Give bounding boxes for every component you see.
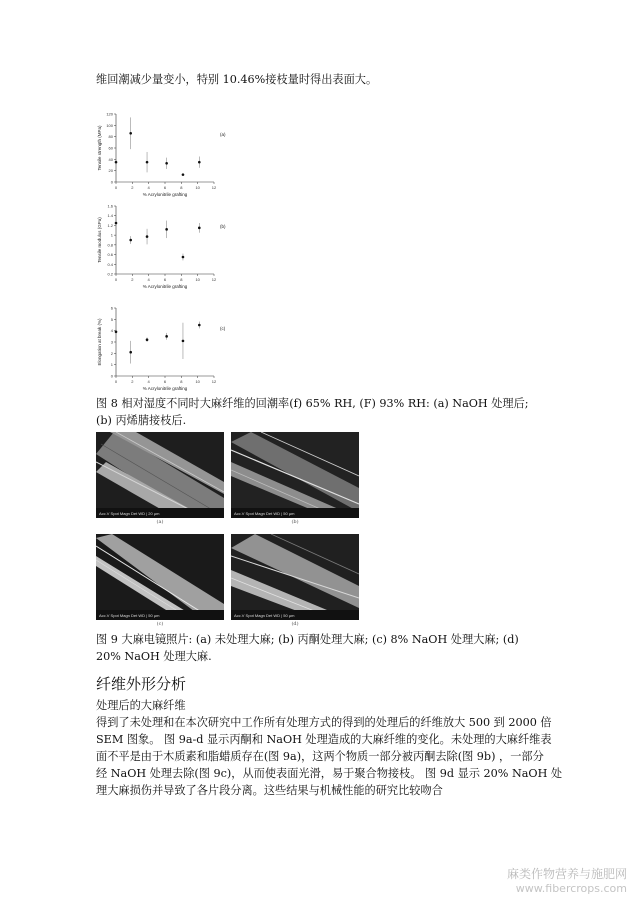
figure-9-caption-cont: 20% NaOH 处理大麻. xyxy=(96,650,212,663)
x-tick-label: 0 xyxy=(114,277,118,282)
sem-info-text: Acc.V Spot Magn Det WD | 50 µm xyxy=(234,511,295,516)
y-axis-label: Tensile modulus (GPa) xyxy=(97,217,102,263)
data-point xyxy=(198,324,201,327)
y-tick-label: 0 xyxy=(110,179,113,185)
tensile-modulus-chart xyxy=(96,200,256,300)
paragraph-line: 得到了未处理和在本次研究中工作所有处理方式的得到的处理后的纤维放大 500 到 2000 倍 xyxy=(96,716,552,729)
y-tick-label: 5 xyxy=(110,316,113,322)
y-tick-label: 40 xyxy=(108,156,113,162)
paragraph-line: 理大麻损伤并导致了各片段分离。这些结果与机械性能的研究比较吻合 xyxy=(96,784,443,797)
y-tick-label: 1 xyxy=(110,232,113,238)
tensile-strength-chart xyxy=(96,108,256,208)
y-tick-label: 0.2 xyxy=(107,271,113,277)
x-tick-label: 2 xyxy=(131,277,134,282)
y-tick-label: 80 xyxy=(108,134,113,140)
x-tick-label: 2 xyxy=(131,185,134,190)
x-tick-label: 8 xyxy=(180,379,183,384)
sem-image-c xyxy=(96,534,224,620)
data-point xyxy=(165,228,168,231)
y-tick-label: 1.6 xyxy=(107,203,113,209)
data-point xyxy=(165,335,168,338)
x-tick-label: 6 xyxy=(163,277,167,282)
x-tick-label: 6 xyxy=(163,379,167,384)
panel-label: (b) xyxy=(220,224,226,229)
data-point xyxy=(129,351,132,354)
x-axis-label: % Acrylonitrile grafting xyxy=(142,386,188,391)
sem-image-a xyxy=(96,432,224,518)
x-tick-label: 8 xyxy=(180,277,183,282)
x-tick-label: 6 xyxy=(163,185,167,190)
paragraph-line: 面不平是由于木质素和脂蜡质存在(图 9a)，这两个物质一部分被丙酮去除(图 9b) ，一部分 xyxy=(96,750,544,763)
y-tick-label: 0 xyxy=(110,373,113,379)
panel-label: (a) xyxy=(220,132,226,137)
y-axis-label: Elongation at break (%) xyxy=(97,318,102,366)
x-axis-label: % Acrylonitrile grafting xyxy=(142,192,188,197)
y-tick-label: 0.8 xyxy=(107,242,113,248)
y-tick-label: 1.2 xyxy=(107,222,113,228)
figure-8-caption-cont: (b) 丙烯腈接枝后. xyxy=(96,414,187,427)
x-tick-label: 12 xyxy=(211,185,217,190)
y-tick-label: 0.4 xyxy=(107,261,113,267)
data-point xyxy=(115,222,118,225)
y-tick-label: 4 xyxy=(110,328,113,334)
y-tick-label: 1 xyxy=(110,362,113,368)
sem-label-c: (c) xyxy=(156,621,164,627)
data-point xyxy=(115,331,118,334)
y-tick-label: 2 xyxy=(110,350,113,356)
y-tick-label: 60 xyxy=(108,145,113,151)
sem-image-d xyxy=(231,534,359,620)
x-tick-label: 2 xyxy=(131,379,134,384)
sem-image-b xyxy=(231,432,359,518)
watermark-url: www.fibercrops.com xyxy=(515,882,627,895)
y-tick-label: 3 xyxy=(110,339,113,345)
data-point xyxy=(146,235,149,238)
figure-8-caption: 图 8 相对湿度不同时大麻纤维的回潮率(f) 65% RH, (F) 93% RH: (a) NaOH 处理后; xyxy=(96,397,529,410)
body-text-line: 维回潮减少量变小，特别 10.46%接枝量时得出表面大。 xyxy=(96,73,378,86)
data-point xyxy=(182,173,185,176)
section-heading: 纤维外形分析 xyxy=(96,675,187,693)
y-tick-label: 100 xyxy=(106,122,113,128)
data-point xyxy=(165,162,168,165)
x-tick-label: 10 xyxy=(195,185,200,190)
y-tick-label: 0.6 xyxy=(107,252,113,258)
x-tick-label: 12 xyxy=(211,277,217,282)
sem-info-text: Acc.V Spot Magn Det WD | 50 µm xyxy=(99,613,160,618)
y-axis-label: Tensile strength (MPa) xyxy=(97,125,102,171)
y-tick-label: 1.4 xyxy=(107,213,113,219)
x-tick-label: 4 xyxy=(147,277,150,282)
paragraph-line: SEM 图象。 图 9a-d 显示丙酮和 NaOH 处理造成的大麻纤维的变化。未处理的大麻纤维表 xyxy=(96,733,552,746)
subheading: 处理后的大麻纤维 xyxy=(96,699,186,712)
data-point xyxy=(182,256,185,259)
data-point xyxy=(198,227,201,230)
x-tick-label: 0 xyxy=(114,185,118,190)
elongation-at-break-chart xyxy=(96,302,256,402)
x-tick-label: 10 xyxy=(195,277,200,282)
figure-9-caption: 图 9 大麻电镜照片: (a) 未处理大麻; (b) 丙酮处理大麻; (c) 8% NaOH 处理大麻; (d) xyxy=(96,633,519,646)
x-axis-label: % Acrylonitrile grafting xyxy=(142,284,188,289)
data-point xyxy=(146,338,149,341)
sem-info-text: Acc.V Spot Magn Det WD | 20 µm xyxy=(99,511,160,516)
sem-label-d: (d) xyxy=(291,621,299,627)
data-point xyxy=(198,161,201,164)
x-tick-label: 4 xyxy=(147,379,150,384)
x-tick-label: 8 xyxy=(180,185,183,190)
data-point xyxy=(115,161,118,164)
x-tick-label: 0 xyxy=(114,379,118,384)
y-tick-label: 20 xyxy=(108,168,113,174)
data-point xyxy=(182,340,185,343)
watermark-site-name: 麻类作物营养与施肥网 xyxy=(506,867,627,881)
y-tick-label: 120 xyxy=(106,111,113,117)
paragraph-line: 经 NaOH 处理去除(图 9c)，从而使表面光滑，易于聚合物接枝。 图 9d 显示 20% NaOH 处 xyxy=(96,767,563,780)
data-point xyxy=(129,132,132,135)
y-tick-label: 6 xyxy=(110,305,113,311)
x-tick-label: 10 xyxy=(195,379,200,384)
watermark xyxy=(507,865,627,895)
sem-label-b: (b) xyxy=(291,519,299,525)
x-tick-label: 12 xyxy=(211,379,217,384)
sem-label-a: (a) xyxy=(156,519,164,525)
data-point xyxy=(129,239,132,242)
panel-label: (c) xyxy=(220,326,226,331)
x-tick-label: 4 xyxy=(147,185,150,190)
sem-info-text: Acc.V Spot Magn Det WD | 50 µm xyxy=(234,613,295,618)
data-point xyxy=(146,161,149,164)
